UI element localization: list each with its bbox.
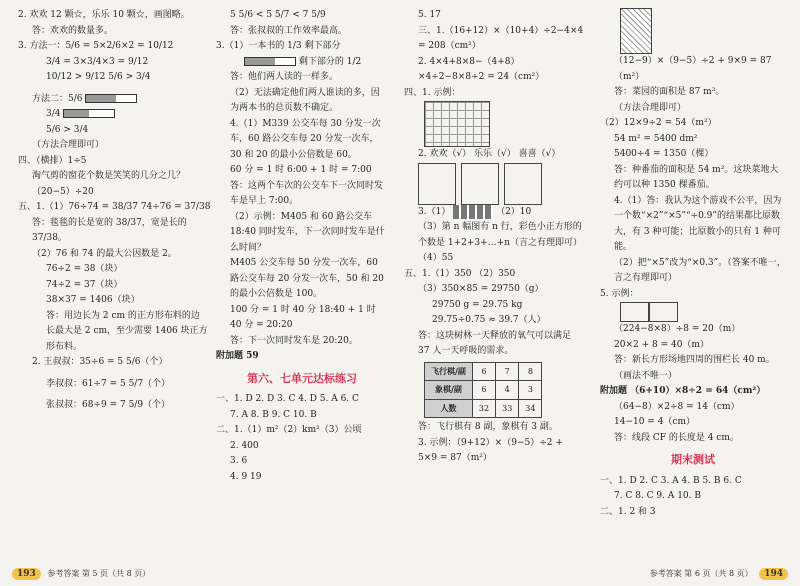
text-line (18, 92, 208, 108)
text-line: （3）第 n 幅图有 n 行，彩色小正方形的个数是 1+2+3+…+n（言之有理即可） (418, 222, 583, 248)
pyramid-figure (453, 205, 493, 219)
table-cell: 7 (496, 362, 519, 381)
text-line: 2. 欢欢（√） 乐乐（√） 喜喜（√） (418, 149, 561, 159)
text-line: 10/12 > 9/12 5/6 > 3/4 (46, 72, 151, 82)
text-line: 54 m² = 5400 dm² (614, 133, 698, 144)
text-line: 张叔叔：68÷9 = 7 5/9（个） (46, 400, 171, 410)
text-line: 附加题 59 (216, 351, 259, 361)
house-figure (461, 163, 499, 205)
text-line: 76÷2 = 38（块） (46, 264, 123, 274)
text-line: 四、1. 示例： (404, 87, 461, 98)
table-row (425, 381, 542, 400)
table-cell: 33 (496, 399, 519, 418)
text-line: 2. 400 (230, 440, 259, 451)
text-line: 一、1. D 2. C 3. A 4. B 5. B 6. C (600, 475, 742, 486)
text-line: 五、1.（1）76÷74 = 38/37 74÷76 = 37/38 (18, 202, 211, 212)
text-line: 五、1.（1）350 （2）350 (404, 268, 516, 279)
text-line: 100 分 = 1 时 40 分 18:40 + 1 时 40 分 = 20:20 (230, 304, 376, 330)
chess-table (424, 362, 542, 419)
section-heading: 第六、七单元达标练习 (247, 371, 357, 385)
text-line: （2）12×9÷2 = 54（m²） (600, 118, 717, 128)
text-label: 剩下部分的 1/2 (298, 56, 362, 67)
text-line: 60 分 = 1 时 6:00 + 1 时 = 7:00 (230, 165, 372, 175)
page-number: 193 (12, 568, 41, 580)
text-line: 答：张叔叔的工作效率最高。 (230, 25, 348, 36)
text-line (216, 55, 388, 71)
table-cell: 人数 (425, 399, 473, 418)
table-cell: 3 (519, 381, 542, 400)
text-label: （2）10 (496, 206, 532, 217)
footer-text: 参考答案 第 6 页（共 8 页） (649, 569, 753, 578)
text-line: （4）55 (418, 253, 454, 263)
text-line: 5. 17 (418, 10, 441, 20)
table-cell: 32 (472, 399, 495, 418)
text-label: 方法二：5/6 (32, 93, 83, 104)
text-line: （2）示例：M405 和 60 路公交车 18:40 同时发车，下一次同时发车是什么时间？ (230, 211, 385, 253)
text-line: M405 公交车每 50 分发一次车，60 路公交车每 20 分发一次车，50 和 20 的最小公倍数是 100。 (230, 258, 384, 299)
text-line: 3. 6 (230, 456, 248, 466)
text-line: （画法不唯一） (614, 370, 678, 381)
text-line: 四、（横排）1÷5 (18, 155, 87, 166)
text-line: 答：下一次同时发车是 20:20。 (230, 335, 358, 346)
text-line: （2）无法确定他们两人谁读的多，因为两本书的总页数不确定。 (230, 87, 380, 113)
text-line: 答：种番茄的面积是 54 m²。这块菜地大约可以种 1350 棵番茄。 (614, 164, 779, 190)
table-cell: 象棋/副 (425, 381, 473, 400)
text-line: 答：菜园的面积是 87 m²。 (614, 87, 725, 97)
text-line: 3. 示例：（9+12）×（9−5）÷2 + 5×9 = 87（m²） (418, 437, 563, 463)
text-line: 答：新长方形场地四周的围栏长 40 m。 (614, 355, 775, 365)
text-line: （2）76 和 74 的最大公因数是 2。 (32, 248, 177, 259)
text-line: 3.（1）一本书的 1/3 剩下部分 (216, 41, 341, 51)
middle-column (216, 8, 388, 485)
table-cell: 34 (519, 399, 542, 418)
text-line: 5/6 > 3/4 (46, 124, 89, 135)
text-line: 李叔叔：61÷7 = 5 5/7（个） (46, 378, 171, 389)
text-line (404, 205, 584, 221)
text-line: （64−8）×2÷8 = 14（cm） (614, 401, 740, 412)
table-cell: 6 (472, 362, 495, 381)
table-cell: 8 (519, 362, 542, 381)
text-line: 29750 g = 29.75 kg (432, 299, 523, 310)
text-line: 29.75÷0.75 ≈ 39.7（人） (432, 315, 546, 325)
text-line: 5400÷4 = 1350（棵） (614, 149, 714, 159)
far-right-column (600, 8, 786, 520)
text-line: 2. 王叔叔：35÷6 = 5 5/6（个） (32, 357, 168, 367)
text-line: （12−9）×（9−5）÷2 + 9×9 = 87（m²） (614, 56, 772, 82)
text-line: 答：他们两人读的一样多。 (230, 72, 339, 82)
text-line: 38×37 = 1406（块） (46, 295, 140, 305)
text-line: 答：欢欢的数量多。 (32, 25, 114, 36)
fraction-bar (63, 109, 115, 118)
page-number: 194 (759, 568, 788, 580)
table-row (425, 362, 542, 381)
text-line: （224−8×8）÷8 = 20（m） (614, 324, 741, 334)
left-column (18, 8, 211, 414)
text-line: （方法合理即可） (32, 140, 105, 150)
text-line: 一、1. D 2. D 3. C 4. D 5. A 6. C (216, 394, 359, 404)
text-label: 3.（1） (418, 206, 451, 217)
right-footer (650, 568, 792, 580)
text-line: 4.（1）答：我认为这个游戏不公平，因为一个数“×2”“×5”“÷0.9”的结果都比原数大，有 3 种可能；比原数小的只有 1 种可能。 (614, 195, 782, 252)
left-footer (8, 568, 150, 580)
text-line: 答：这两个车次的公交车下一次同时发车是早上 7:00。 (230, 180, 384, 206)
house-figures (404, 163, 584, 205)
text-label: 3/4 (46, 109, 61, 119)
text-line: 5. 示例： (600, 288, 639, 299)
text-line: 14−10 = 4（cm） (614, 417, 696, 427)
text-line: 附加题 （6+10）×8÷2 = 64（cm²） (600, 386, 766, 396)
text-line: 二、1. 2 和 3 (600, 506, 656, 517)
field-figure (620, 302, 678, 322)
table-row (425, 399, 542, 418)
fraction-bar (85, 94, 137, 103)
text-line: （方法合理即可） (614, 102, 687, 113)
house-figure (418, 163, 456, 205)
table-cell: 6 (472, 381, 495, 400)
text-line: 4. 9 19 (230, 471, 262, 482)
garden-figure (620, 8, 652, 54)
text-line: 74÷2 = 37（块） (46, 279, 123, 290)
section-heading: 期末测试 (671, 453, 715, 466)
text-line: 答：线段 CF 的长度是 4 cm。 (614, 432, 739, 443)
text-line: 淘气剪的窗花个数是笑笑的几分之几？ (32, 171, 186, 181)
text-line: 2. 欢欢 12 颗☆，乐乐 10 颗☆，画图略。 (18, 10, 190, 20)
text-line: 三、1.（16+12）×（10+4）÷2−4×4 = 208（cm²） (418, 25, 584, 51)
grid-figure (424, 101, 490, 147)
table-cell: 4 (496, 381, 519, 400)
text-line: （20−5）÷20 (32, 186, 94, 197)
text-line: （2）把“×5”改为“×0.3”。（答案不唯一，言之有理即可） (614, 257, 786, 283)
reading-bar (244, 57, 296, 66)
text-line: 2. 4×4+8×8−（4+8）×4÷2−8×8÷2 = 24（cm²） (418, 56, 545, 82)
text-line: 4.（1）M339 公交车每 30 分发一次车，60 路公交车每 20 分发一次车，30 和 20 的最小公倍数是 60。 (230, 118, 381, 160)
house-figure (504, 163, 542, 205)
text-line (18, 107, 208, 123)
text-line: 20×2 + 8 = 40（m） (614, 339, 709, 350)
text-line: 答：毯毯的长是宽的 38/37，宽是长的 37/38。 (32, 217, 187, 243)
text-line: （3）350×85 = 29750（g） (418, 284, 544, 294)
text-line: 5 5/6 < 5 5/7 < 7 5/9 (230, 10, 326, 20)
footer-text: 参考答案 第 5 页（共 8 页） (47, 569, 151, 578)
right-column (404, 8, 584, 467)
table-cell: 飞行棋/副 (425, 362, 473, 381)
text-line: 3. 方法一：5/6 = 5×2/6×2 = 10/12 (18, 41, 174, 51)
text-line: 7. C 8. C 9. A 10. B (614, 491, 701, 501)
text-line: 3/4 = 3×3/4×3 = 9/12 (46, 56, 149, 67)
text-line: 答：这块树林一天释放的氧气可以满足 37 人一天呼吸的需求。 (418, 330, 572, 356)
text-line: 答：用边长为 2 cm 的正方形布料的边长最大是 2 cm，至少需要 1406 块正方形布料。 (46, 310, 208, 352)
text-line: 答：飞行棋有 8 副，象棋有 3 副。 (418, 422, 558, 432)
text-line: 二、1.（1）m²（2）km²（3）公顷 (216, 425, 362, 435)
text-line: 7. A 8. B 9. C 10. B (230, 409, 317, 420)
